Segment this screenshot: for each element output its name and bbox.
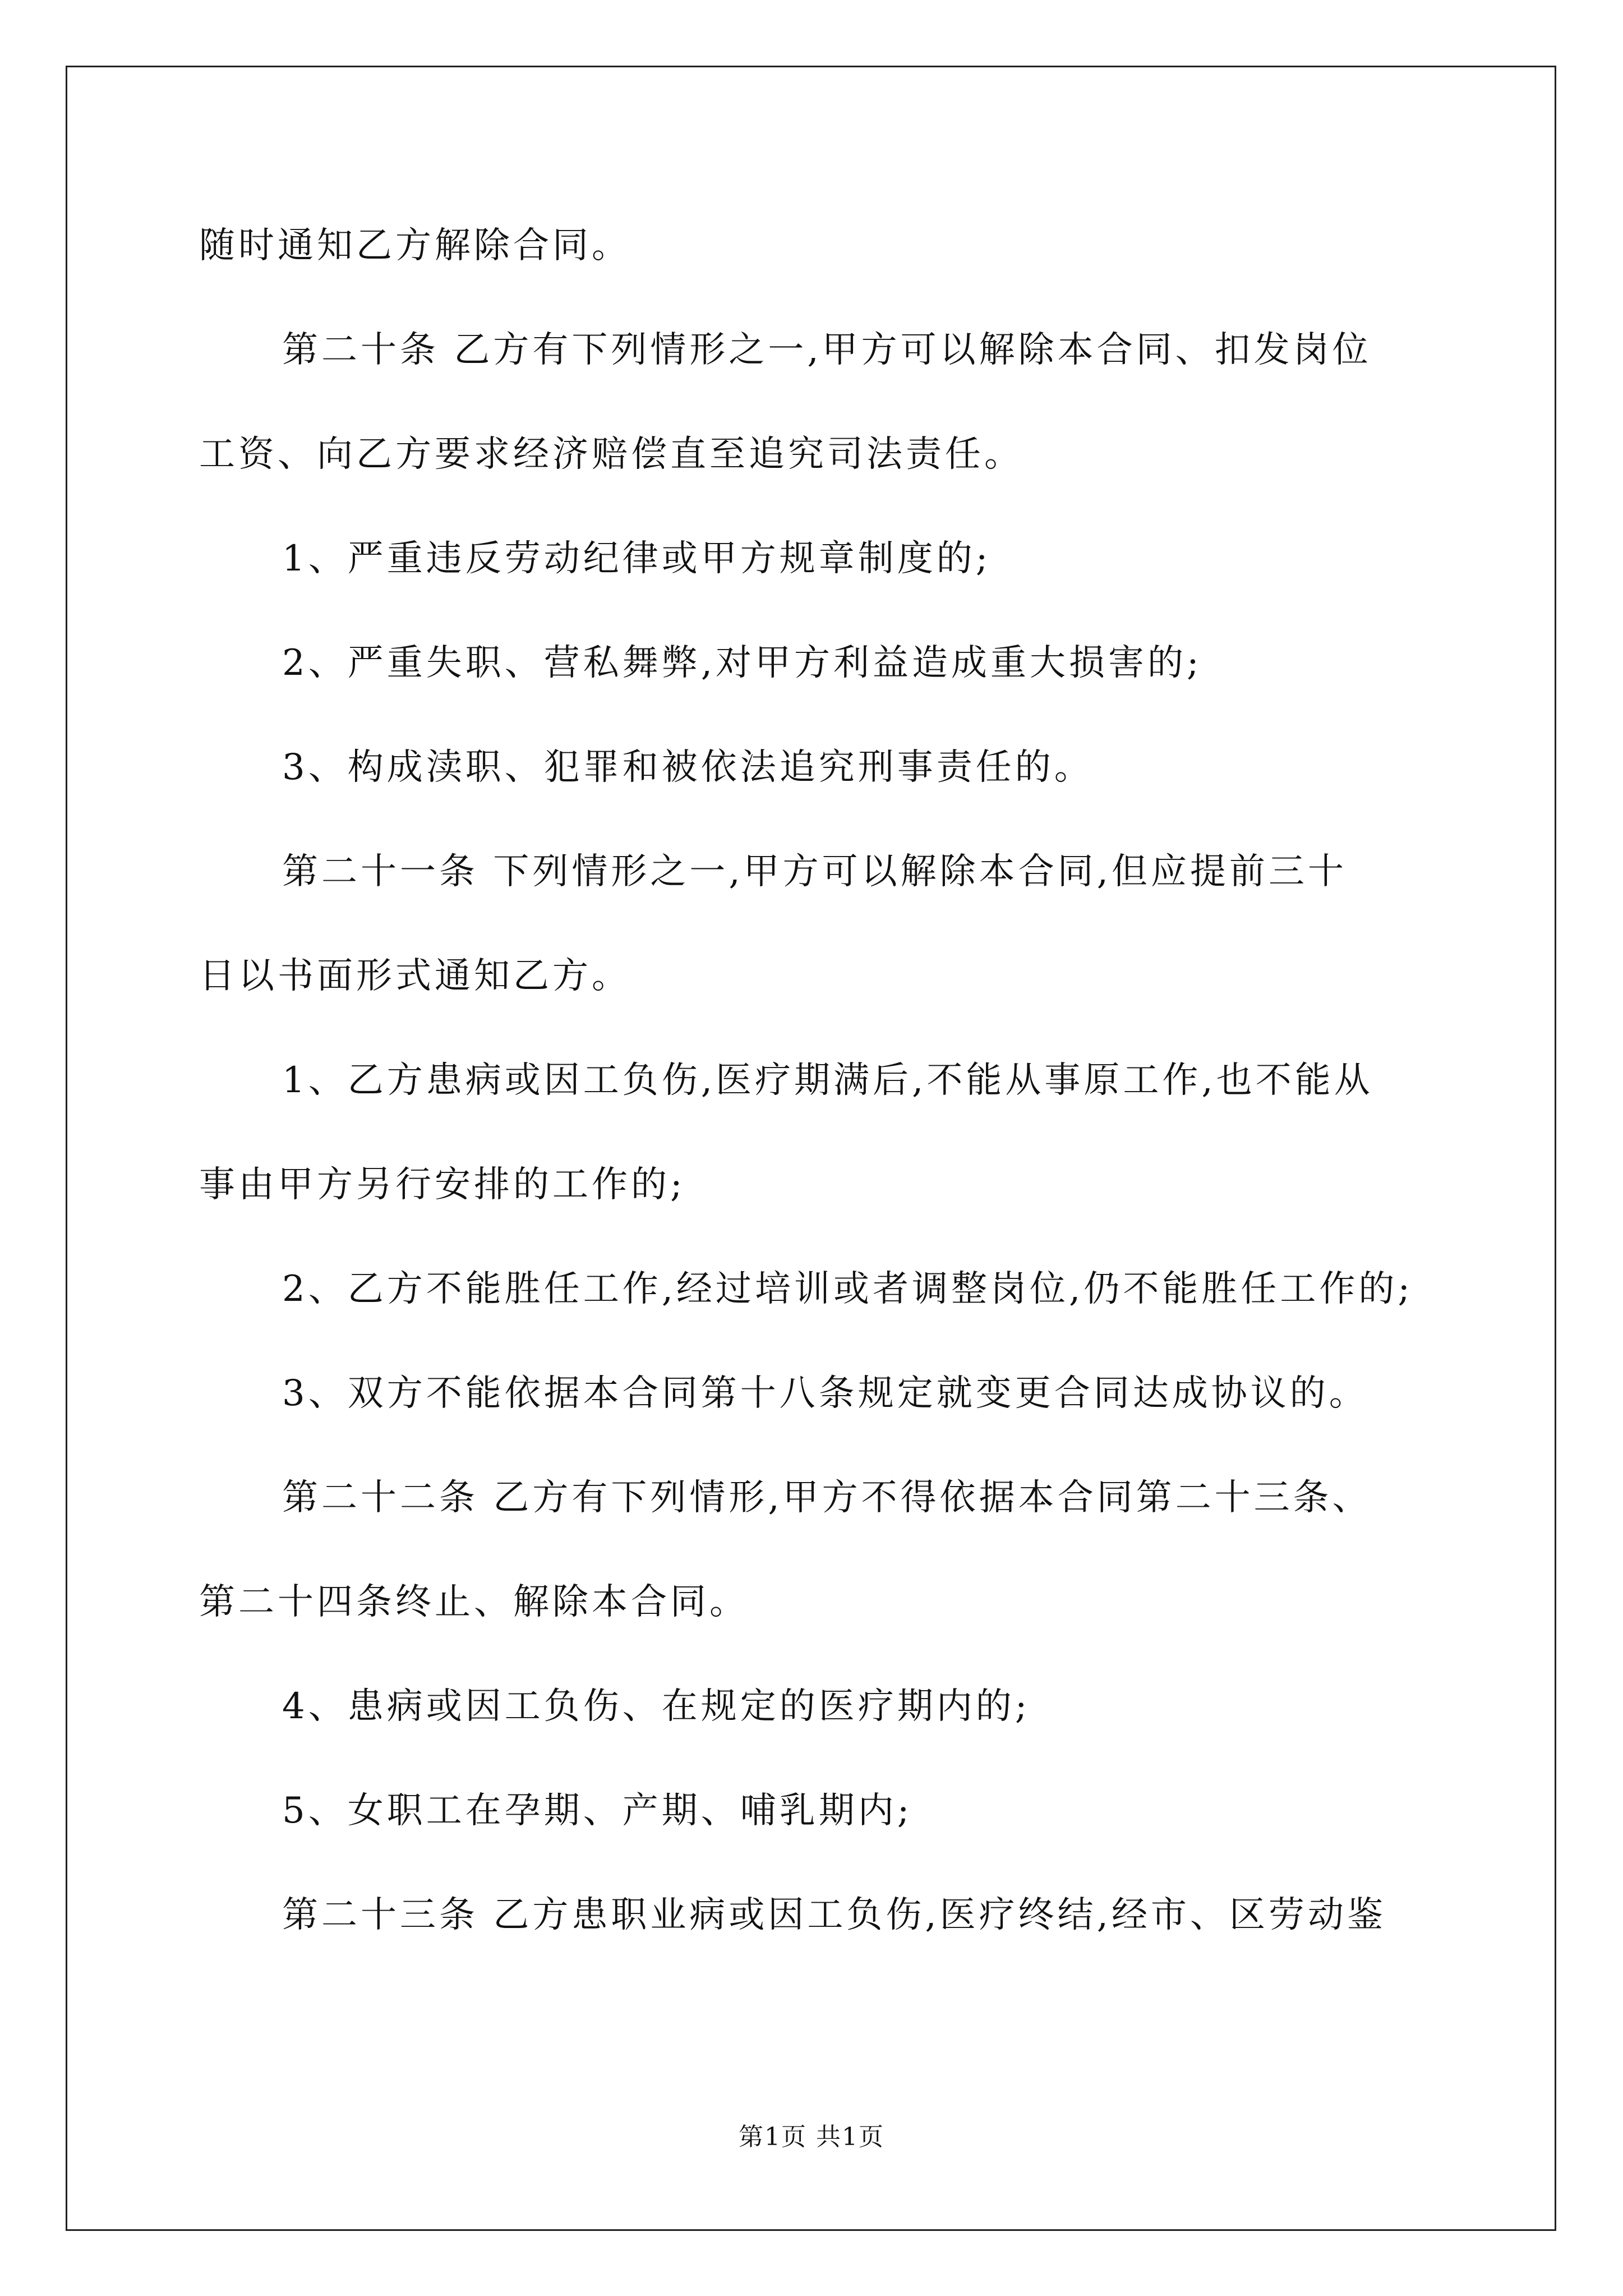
text-line: 事由甲方另行安排的工作的;: [199, 1164, 686, 1205]
text-line: 第二十四条终止、解除本合同。: [199, 1581, 749, 1623]
text-line: 第二十三条 乙方患职业病或因工负伤,医疗终结,经市、区劳动鉴: [282, 1894, 1387, 1936]
document-body: [199, 194, 1427, 1967]
text-line: 2、严重失职、营私舞弊,对甲方利益造成重大损害的;: [282, 642, 1202, 684]
page-footer: 第1页 共1页: [739, 2123, 884, 2151]
text-line: 2、乙方不能胜任工作,经过培训或者调整岗位,仍不能胜任工作的;: [282, 1268, 1413, 1310]
text-line: 第二十二条 乙方有下列情形,甲方不得依据本合同第二十三条、: [282, 1477, 1372, 1519]
text-line: 3、构成渎职、犯罪和被依法追究刑事责任的。: [282, 747, 1094, 788]
text-line: 1、严重违反劳动纪律或甲方规章制度的;: [282, 538, 992, 579]
text-line: 3、双方不能依据本合同第十八条规定就变更合同达成协议的。: [282, 1373, 1368, 1414]
text-line: 工资、向乙方要求经济赔偿直至追究司法责任。: [199, 434, 1023, 475]
text-line: 5、女职工在孕期、产期、哺乳期内;: [282, 1790, 913, 1832]
text-line: 日以书面形式通知乙方。: [199, 955, 631, 997]
text-line: 随时通知乙方解除合同。: [199, 225, 631, 266]
text-line: 4、患病或因工负伤、在规定的医疗期内的;: [282, 1686, 1031, 1727]
text-line: 第二十条 乙方有下列情形之一,甲方可以解除本合同、扣发岗位: [282, 329, 1372, 371]
text-line: 第二十一条 下列情形之一,甲方可以解除本合同,但应提前三十: [282, 851, 1348, 892]
text-line: 1、乙方患病或因工负伤,医疗期满后,不能从事原工作,也不能从: [282, 1060, 1373, 1101]
